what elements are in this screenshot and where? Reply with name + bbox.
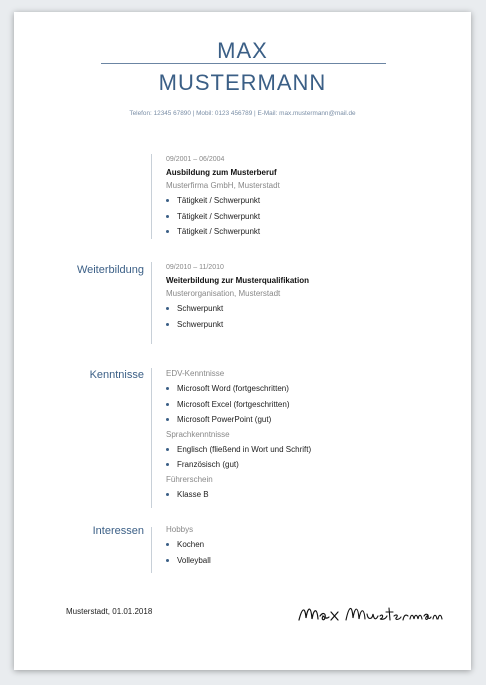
bullet-icon xyxy=(166,307,169,310)
signature-image xyxy=(296,594,446,634)
bullet-icon xyxy=(166,493,169,496)
bullet-icon xyxy=(166,403,169,406)
place-date: Musterstadt, 01.01.2018 xyxy=(66,607,153,616)
section-title-interests: Interessen xyxy=(92,525,144,537)
list-item: Klasse B xyxy=(166,487,446,503)
license-list xyxy=(166,487,446,503)
language-list xyxy=(166,442,446,473)
list-item: Microsoft PowerPoint (gut) xyxy=(166,412,446,428)
bullet-icon xyxy=(166,543,169,546)
section-title-skills: Kenntnisse xyxy=(89,369,144,381)
first-name: MAX xyxy=(217,38,268,63)
list-item: Tätigkeit / Schwerpunkt xyxy=(166,209,446,225)
list-item: Französisch (gut) xyxy=(166,457,446,473)
section-divider xyxy=(151,527,152,573)
entry-title: Weiterbildung zur Musterqualifikation xyxy=(166,276,309,285)
resume-page xyxy=(14,12,471,670)
list-item: Volleyball xyxy=(166,553,446,569)
bullet-icon xyxy=(166,199,169,202)
bullet-icon xyxy=(166,230,169,233)
entry-list xyxy=(166,301,446,332)
bullet-icon xyxy=(166,215,169,218)
entry-list xyxy=(166,193,446,240)
license-label: Führerschein xyxy=(166,474,213,484)
entry-org: Musterorganisation, Musterstadt xyxy=(166,289,281,298)
edv-list xyxy=(166,381,446,428)
list-item: Schwerpunkt xyxy=(166,301,446,317)
list-item: Tätigkeit / Schwerpunkt xyxy=(166,193,446,209)
hobbies-label: Hobbys xyxy=(166,525,194,534)
contact-line: Telefon: 12345 67890 | Mobil: 0123 456789 | E-Mail: max.mustermann@mail.de xyxy=(129,110,356,117)
list-item: Englisch (fließend in Wort und Schrift) xyxy=(166,442,446,458)
bullet-icon xyxy=(166,463,169,466)
skills-entry xyxy=(166,367,446,502)
experience-entry xyxy=(166,154,446,240)
list-item: Microsoft Word (fortgeschritten) xyxy=(166,381,446,397)
header-rule xyxy=(101,63,386,64)
section-divider xyxy=(151,262,152,344)
last-name: MUSTERMANN xyxy=(158,70,327,95)
education-entry xyxy=(166,262,446,332)
language-label: Sprachkenntnisse xyxy=(166,429,230,439)
interests-entry xyxy=(166,523,446,568)
entry-company: Musterfirma GmbH, Musterstadt xyxy=(166,181,280,190)
section-divider xyxy=(151,154,152,239)
bullet-icon xyxy=(166,448,169,451)
entry-date: 09/2001 – 06/2004 xyxy=(166,156,225,163)
hobbies-list xyxy=(166,537,446,568)
bullet-icon xyxy=(166,418,169,421)
list-item: Microsoft Excel (fortgeschritten) xyxy=(166,397,446,413)
section-divider xyxy=(151,368,152,508)
entry-title: Ausbildung zum Musterberuf xyxy=(166,168,277,177)
section-title-education: Weiterbildung xyxy=(76,264,144,276)
list-item: Tätigkeit / Schwerpunkt xyxy=(166,224,446,240)
entry-date: 09/2010 – 11/2010 xyxy=(166,264,224,271)
list-item: Schwerpunkt xyxy=(166,317,446,333)
list-item: Kochen xyxy=(166,537,446,553)
bullet-icon xyxy=(166,387,169,390)
bullet-icon xyxy=(166,559,169,562)
bullet-icon xyxy=(166,323,169,326)
edv-label: EDV-Kenntnisse xyxy=(166,369,225,378)
